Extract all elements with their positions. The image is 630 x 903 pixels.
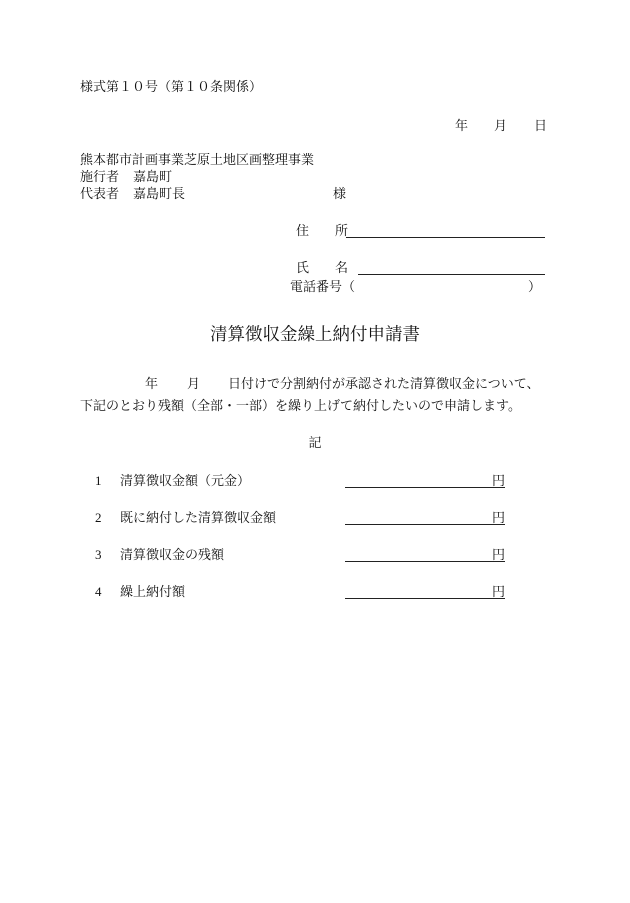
name-label: 氏名 — [296, 260, 375, 275]
item-unit: 円 — [492, 510, 506, 525]
item-number: 3 — [95, 547, 102, 562]
date-month: 月 — [494, 118, 508, 133]
item-number: 4 — [95, 584, 102, 599]
address-label: 住所 — [296, 223, 375, 238]
item-number: 2 — [95, 510, 102, 525]
phone-close-paren: ） — [528, 279, 542, 294]
honorific: 様 — [333, 186, 347, 201]
item-unit: 円 — [492, 547, 506, 562]
body-year: 年 — [145, 376, 159, 391]
item-unit: 円 — [492, 584, 506, 599]
item-label: 既に納付した清算徴収金額 — [120, 510, 277, 525]
item-blank-line — [345, 524, 505, 525]
item-label: 繰上納付額 — [120, 584, 186, 599]
address-blank-line — [346, 237, 545, 238]
item-unit: 円 — [492, 473, 506, 488]
item-label: 清算徴収金額（元金） — [120, 473, 251, 488]
body-month: 月 — [187, 376, 201, 391]
name-blank-line — [358, 274, 545, 275]
item-blank-line — [345, 598, 505, 599]
item-label: 清算徴収金の残額 — [120, 547, 225, 562]
item-blank-line — [345, 561, 505, 562]
item-number: 1 — [95, 473, 102, 488]
body-line1-text: 日付けで分割納付が承認された清算徴収金について、 — [228, 376, 540, 391]
project-name: 熊本都市計画事業芝原土地区画整理事業 — [80, 152, 315, 167]
ki-heading: 記 — [308, 435, 322, 450]
item-blank-line — [345, 487, 505, 488]
date-day: 日 — [534, 118, 548, 133]
operator-label: 施行者 — [80, 169, 120, 184]
representative-value: 嘉島町長 — [133, 186, 186, 201]
phone-label: 電話番号（ — [290, 279, 356, 294]
body-line2-text: 下記のとおり残額（全部・一部）を繰り上げて納付したいので申請します。 — [80, 398, 521, 413]
form-number: 様式第１０号（第１０条関係） — [80, 79, 263, 94]
document-title: 清算徴収金繰上納付申請書 — [210, 324, 420, 344]
date-year: 年 — [455, 118, 469, 133]
operator-value: 嘉島町 — [133, 169, 173, 184]
representative-label: 代表者 — [80, 186, 120, 201]
